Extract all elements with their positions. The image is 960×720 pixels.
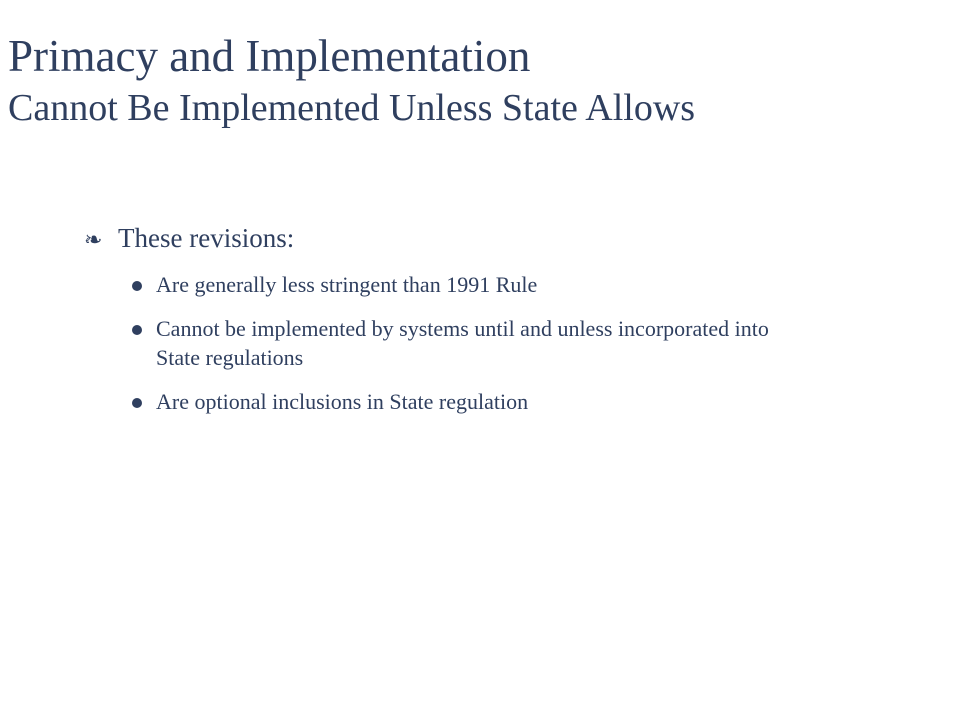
title-block (8, 28, 695, 132)
bullet-dot-icon (132, 281, 142, 291)
slide-content (84, 218, 844, 431)
fleuron-icon: ❧ (84, 227, 103, 252)
sub-bullet-item (84, 387, 844, 416)
sub-bullet-text: Cannot be implemented by systems until and unless incorporated into State regulations (156, 316, 769, 370)
sub-bullet-item (84, 270, 844, 299)
sub-bullet-text: Are generally less stringent than 1991 Rule (156, 272, 538, 297)
sub-bullet-list (84, 270, 844, 416)
slide-title: Primacy and Implementation (8, 31, 531, 81)
sub-bullet-item (84, 314, 844, 372)
bullet-dot-icon (132, 398, 142, 408)
main-bullet (84, 218, 844, 260)
main-bullet-text: These revisions: (118, 223, 295, 253)
bullet-dot-icon (132, 325, 142, 335)
slide-subtitle: Cannot Be Implemented Unless State Allows (8, 87, 696, 129)
sub-bullet-text: Are optional inclusions in State regulation (156, 389, 529, 414)
